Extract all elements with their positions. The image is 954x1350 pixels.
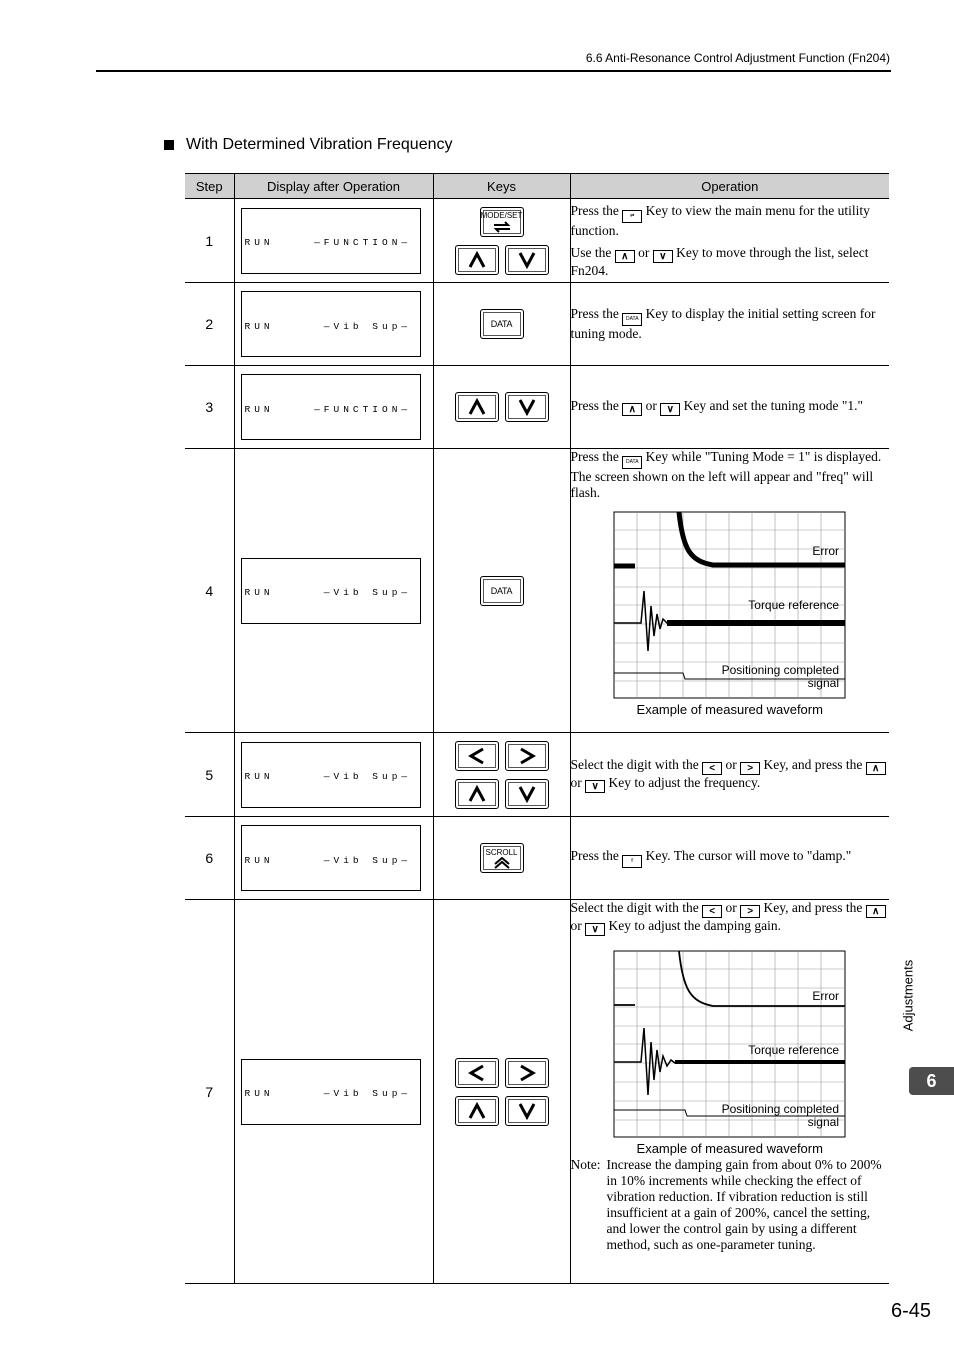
data-key-icon: DATA xyxy=(622,313,642,326)
chapter-side-tab xyxy=(902,958,922,1042)
running-header: 6.6 Anti-Resonance Control Adjustment Function (Fn204) xyxy=(585,51,890,65)
data-key[interactable]: DATA xyxy=(480,576,524,606)
right-arrow-icon xyxy=(516,1064,538,1082)
lcd-line: RUN —FUNCTION— xyxy=(244,237,412,249)
note xyxy=(571,1157,890,1253)
operation-cell xyxy=(570,366,889,449)
signal-label: signal xyxy=(807,1115,839,1129)
left-key-icon: < xyxy=(702,905,722,918)
data-key[interactable]: DATA xyxy=(480,309,524,339)
operation-text: Press the ⇑ Key. The cursor will move to "damp." xyxy=(571,848,890,868)
waveform-plot xyxy=(613,511,847,701)
display-cell xyxy=(234,449,433,733)
note-label: Note: xyxy=(570,1157,601,1172)
lcd-line: RUN —FUNCTION— xyxy=(244,403,412,415)
operation-text: Press the DATA Key to display the initial setting screen for tuning mode. xyxy=(570,306,876,341)
square-bullet-icon xyxy=(164,140,174,150)
waveform-plot xyxy=(613,950,847,1140)
waveform-figure xyxy=(613,950,847,1157)
keys-cell xyxy=(433,366,570,449)
page-number: 6-45 xyxy=(890,1300,931,1322)
left-key-icon: < xyxy=(702,762,722,775)
up-key[interactable] xyxy=(455,1096,499,1126)
down-key-icon: ∨ xyxy=(585,923,605,936)
signal-label: signal xyxy=(807,676,839,690)
up-key-icon: ∧ xyxy=(866,762,886,775)
table-row xyxy=(185,449,889,733)
down-arrow-icon xyxy=(516,251,538,269)
down-key-icon: ∨ xyxy=(653,250,673,263)
display-cell xyxy=(234,366,433,449)
mode-set-arrows-icon xyxy=(492,221,512,233)
right-key[interactable] xyxy=(505,1058,549,1088)
down-key[interactable] xyxy=(505,779,549,809)
section-title xyxy=(164,136,453,154)
up-key[interactable] xyxy=(455,392,499,422)
side-tab-label: Adjustments xyxy=(900,959,916,1032)
up-arrow-icon xyxy=(466,1102,488,1120)
chapter-badge: 6 xyxy=(909,1067,954,1095)
section-title-text: With Determined Vibration Frequency xyxy=(186,136,453,153)
step-number: 7 xyxy=(185,900,234,1284)
operation-text: Select the digit with the < or > Key, and press the ∧ or ∨ Key to adjust the damping gain. xyxy=(571,900,890,936)
data-key-icon: DATA xyxy=(622,456,642,469)
lcd-display xyxy=(241,558,421,624)
lcd-line: RUN —Vib Sup— xyxy=(244,771,412,783)
down-key[interactable] xyxy=(505,392,549,422)
left-key[interactable] xyxy=(455,1058,499,1088)
display-cell xyxy=(234,733,433,817)
down-key-icon: ∨ xyxy=(660,403,680,416)
down-arrow-icon xyxy=(516,785,538,803)
table-row xyxy=(185,366,889,449)
down-arrow-icon xyxy=(516,398,538,416)
mode-set-key-icon: ⇄ xyxy=(622,210,642,223)
scroll-key-icon: ⇑ xyxy=(622,855,642,868)
operation-cell xyxy=(570,817,889,900)
lcd-line: RUN —Vib Sup— xyxy=(244,854,412,866)
header-step: Step xyxy=(185,174,234,199)
display-cell xyxy=(234,900,433,1284)
down-key-icon: ∨ xyxy=(585,780,605,793)
right-arrow-icon xyxy=(516,747,538,765)
error-label: Error xyxy=(812,989,839,1003)
lcd-display xyxy=(241,291,421,357)
step-number: 6 xyxy=(185,817,234,900)
waveform-caption: Example of measured waveform xyxy=(636,702,823,717)
step-number: 2 xyxy=(185,283,234,366)
operation-cell xyxy=(570,283,889,366)
keys-cell xyxy=(433,199,570,283)
procedure-table xyxy=(185,173,889,1284)
operation-text: Press the ⇄ Key to view the main menu for the utility function. xyxy=(570,202,870,238)
note-text: Increase the damping gain from about 0% to 200% in 10% increments while checking the effect of vibration reduction. If vibration reduction is still insufficient at a gain of 200%, cancel the setting, and lower the control gain by using a different method, such as one-parameter tuning. xyxy=(606,1157,882,1252)
lcd-display xyxy=(241,1059,421,1125)
scroll-key-label: SCROLL xyxy=(485,847,518,857)
display-cell xyxy=(234,817,433,900)
left-arrow-icon xyxy=(466,747,488,765)
operation-cell xyxy=(570,199,889,283)
up-key-icon: ∧ xyxy=(622,403,642,416)
lcd-display xyxy=(241,742,421,808)
operation-text: Press the ∧ or ∨ Key and set the tuning mode "1." xyxy=(570,398,863,415)
operation-text: Use the ∧ or ∨ Key to move through the list, select Fn204. xyxy=(570,244,869,278)
step-number: 3 xyxy=(185,366,234,449)
display-cell xyxy=(234,199,433,283)
mode-set-key-label: MODE/SET xyxy=(480,210,523,220)
error-label: Error xyxy=(812,544,839,558)
keys-cell xyxy=(433,733,570,817)
keys-cell xyxy=(433,817,570,900)
keys-cell xyxy=(433,283,570,366)
header-keys: Keys xyxy=(433,174,570,199)
step-number: 5 xyxy=(185,733,234,817)
scroll-key[interactable] xyxy=(480,843,524,873)
up-arrow-icon xyxy=(466,251,488,269)
right-key[interactable] xyxy=(505,741,549,771)
up-key-icon: ∧ xyxy=(615,250,635,263)
waveform-caption: Example of measured waveform xyxy=(636,1141,823,1156)
down-key[interactable] xyxy=(505,1096,549,1126)
table-header-row xyxy=(185,174,889,199)
table-row xyxy=(185,900,889,1284)
keys-cell xyxy=(433,900,570,1284)
table-row xyxy=(185,733,889,817)
header-rule xyxy=(96,70,891,72)
display-cell xyxy=(234,283,433,366)
operation-cell xyxy=(570,900,889,1284)
mode-set-key[interactable] xyxy=(480,207,524,237)
keys-cell xyxy=(433,449,570,733)
right-key-icon: > xyxy=(740,905,760,918)
operation-cell xyxy=(570,733,889,817)
up-key-icon: ∧ xyxy=(866,905,886,918)
left-arrow-icon xyxy=(466,1064,488,1082)
operation-text: Select the digit with the < or > Key, and press the ∧ or ∨ Key to adjust the frequency. xyxy=(571,757,890,793)
up-arrow-icon xyxy=(466,398,488,416)
up-arrow-icon xyxy=(466,785,488,803)
header-display: Display after Operation xyxy=(234,174,433,199)
up-key[interactable] xyxy=(455,779,499,809)
double-up-arrow-icon xyxy=(492,857,512,869)
lcd-line: RUN —Vib Sup— xyxy=(244,587,412,599)
lcd-line: RUN —Vib Sup— xyxy=(244,320,412,332)
right-key-icon: > xyxy=(740,762,760,775)
operation-cell xyxy=(570,449,889,733)
lcd-line: RUN —Vib Sup— xyxy=(244,1088,412,1100)
torque-label: Torque reference xyxy=(748,1043,839,1057)
positioning-label: Positioning completed xyxy=(721,663,839,677)
header-operation: Operation xyxy=(570,174,889,199)
waveform-figure xyxy=(613,511,847,718)
table-row xyxy=(185,199,889,283)
operation-text: Press the DATA Key while "Tuning Mode = 1" is displayed. The screen shown on the left will appear and "freq" will flash. xyxy=(570,449,882,500)
left-key[interactable] xyxy=(455,741,499,771)
down-key[interactable] xyxy=(505,245,549,275)
down-arrow-icon xyxy=(516,1102,538,1120)
step-number: 1 xyxy=(185,199,234,283)
table-row xyxy=(185,283,889,366)
table-row xyxy=(185,817,889,900)
lcd-display xyxy=(241,208,421,274)
positioning-label: Positioning completed xyxy=(721,1102,839,1116)
lcd-display xyxy=(241,825,421,891)
lcd-display xyxy=(241,374,421,440)
step-number: 4 xyxy=(185,449,234,733)
up-key[interactable] xyxy=(455,245,499,275)
torque-label: Torque reference xyxy=(748,598,839,612)
